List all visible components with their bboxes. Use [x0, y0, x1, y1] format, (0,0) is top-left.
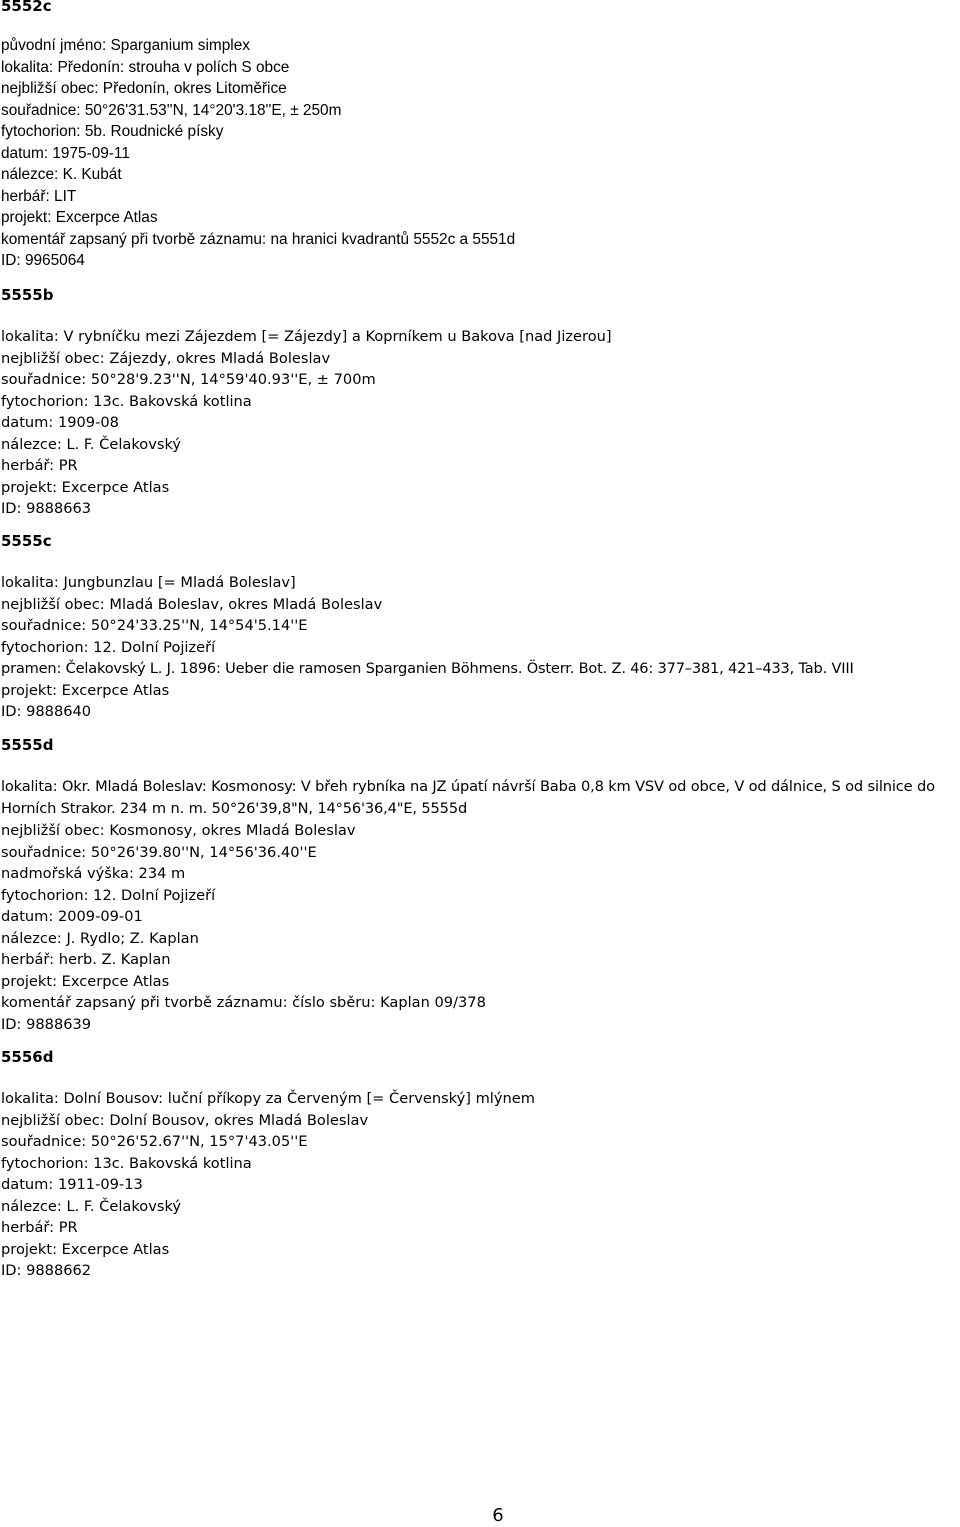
page-number: 6 [492, 1505, 504, 1526]
record-heading: 5555b [1, 286, 54, 304]
record-line: ID: 9888640 [1, 703, 92, 720]
record-line: herbář: PR [1, 1219, 78, 1236]
record-line: lokalita: Okr. Mladá Boleslav: Kosmonosy: V břeh rybníka na JZ úpatí návrší Baba 0,8 km VSV od obce, V od dálnice, S od silnice do Horních Strakor. 234 m n. m. 50°26'39,8"N, 14°56'36,4"E, 5555d [1, 778, 935, 817]
record-heading: 5555c [1, 532, 52, 550]
record-line: ID: 9888639 [1, 1015, 92, 1033]
record-line: herbář: LIT [1, 187, 77, 205]
record-line: pramen: Čelakovský L. J. 1896: Ueber die ramosen Sparganien Böhmens. Österr. Bot. Z. 46: 377–381, 421–433, Tab. VIII [1, 660, 854, 677]
record-5555c [1, 531, 960, 723]
record-line: nejbližší obec: Dolní Bousov, okres Mladá Boleslav [1, 1111, 369, 1129]
record-line: souřadnice: 50°26'39.80''N, 14°56'36.40''E [1, 843, 317, 861]
record-line: komentář zapsaný při tvorbě záznamu: na hranici kvadrantů 5552c a 5551d [1, 230, 516, 248]
record-5555b [1, 285, 960, 520]
record-line: původní jméno: Sparganium simplex [1, 37, 250, 54]
record-line: ID: 9888663 [1, 500, 92, 517]
record-line: fytochorion: 13c. Bakovská kotlina [1, 392, 252, 410]
record-line: souřadnice: 50°24'33.25''N, 14°54'5.14''E [1, 617, 308, 634]
record-line: ID: 9888662 [1, 1262, 92, 1279]
record-line: souřadnice: 50°28'9.23''N, 14°59'40.93''E, ± 700m [1, 371, 376, 388]
record-heading: 5555d [1, 736, 54, 754]
record-line: datum: 1911-09-13 [1, 1176, 143, 1193]
record-line: nálezce: L. F. Čelakovský [1, 1197, 182, 1215]
record-line: projekt: Excerpce Atlas [1, 209, 158, 226]
record-line: nálezce: K. Kubát [1, 166, 122, 183]
record-5555d [1, 735, 960, 1035]
record-line: lokalita: Dolní Bousov: luční příkopy za Červeným [= Červenský] mlýnem [1, 1090, 535, 1107]
record-line: ID: 9965064 [1, 252, 85, 269]
record-line: datum: 1975-09-11 [1, 144, 130, 162]
record-line: lokalita: Jungbunzlau [= Mladá Boleslav] [1, 574, 296, 591]
record-line: souřadnice: 50°26'31.53''N, 14°20'3.18''E, ± 250m [1, 101, 342, 119]
record-line: lokalita: V rybníčku mezi Zájezdem [= Zájezdy] a Koprníkem u Bakova [nad Jizerou] [1, 328, 612, 345]
record-line: lokalita: Předonín: strouha v polích S obce [1, 58, 290, 76]
record-line: datum: 2009-09-01 [1, 908, 143, 925]
record-line: souřadnice: 50°26'52.67''N, 15°7'43.05''E [1, 1133, 308, 1150]
record-line: nejbližší obec: Mladá Boleslav, okres Mladá Boleslav [1, 595, 383, 613]
record-line: nálezce: L. F. Čelakovský [1, 435, 182, 453]
record-line: fytochorion: 12. Dolní Pojizeří [1, 638, 216, 656]
record-5552c [1, 0, 960, 272]
record-line: nejbližší obec: Předonín, okres Litoměřice [1, 80, 287, 97]
record-line: komentář zapsaný při tvorbě záznamu: číslo sběru: Kaplan 09/378 [1, 994, 486, 1011]
record-line: fytochorion: 5b. Roudnické písky [1, 123, 224, 140]
record-line: datum: 1909-08 [1, 414, 119, 431]
record-heading: 5552c [1, 0, 52, 15]
record-heading: 5556d [1, 1048, 54, 1066]
record-line: fytochorion: 13c. Bakovská kotlina [1, 1154, 252, 1172]
record-line: projekt: Excerpce Atlas [1, 972, 170, 990]
record-line: nadmořská výška: 234 m [1, 865, 186, 882]
record-line: nejbližší obec: Kosmonosy, okres Mladá Boleslav [1, 822, 356, 839]
record-line: nejbližší obec: Zájezdy, okres Mladá Boleslav [1, 349, 331, 367]
record-line: projekt: Excerpce Atlas [1, 478, 170, 496]
record-line: fytochorion: 12. Dolní Pojizeří [1, 886, 216, 904]
record-5556d [1, 1047, 960, 1282]
record-line: herbář: PR [1, 457, 78, 474]
record-line: projekt: Excerpce Atlas [1, 681, 170, 699]
record-line: herbář: herb. Z. Kaplan [1, 951, 171, 968]
record-line: nálezce: J. Rydlo; Z. Kaplan [1, 929, 199, 947]
record-line: projekt: Excerpce Atlas [1, 1240, 170, 1258]
